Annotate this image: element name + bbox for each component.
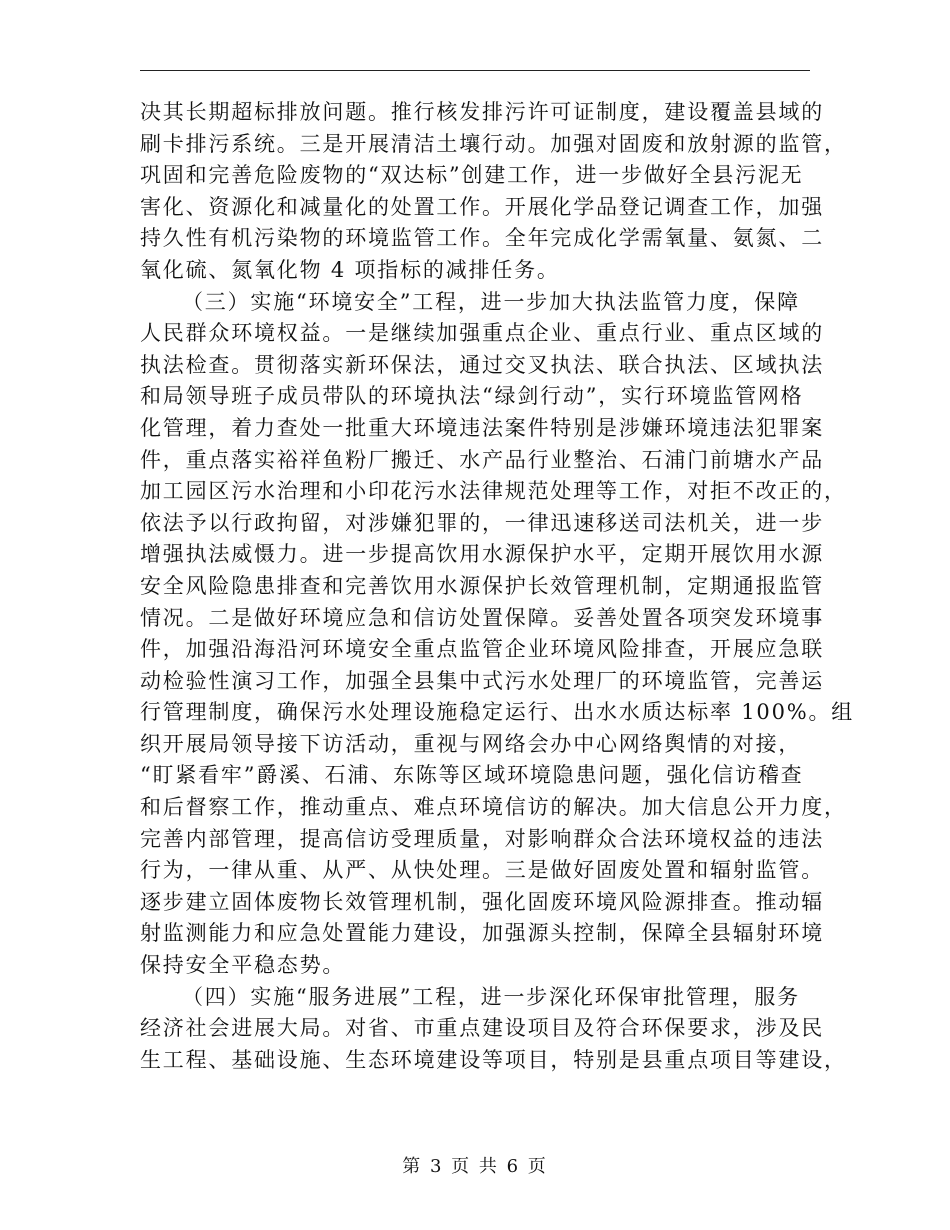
text-line: 经济社会进展大局。对省、市重点建设项目及符合环保要求，涉及民 bbox=[140, 1016, 824, 1041]
paragraph-first-line: （四）实施“服务进展”工程，进一步深化环保审批管理，服务 bbox=[182, 984, 800, 1009]
text-line: 和局领导班子成员带队的环境执法“绿剑行动”，实行环境监管网格 bbox=[140, 384, 804, 409]
text-line: 织开展局领导接下访活动，重视与网络会办中心网络舆情的对接， bbox=[140, 731, 802, 756]
text-line: 情况。二是做好环境应急和信访处置保障。妥善处置各项突发环境事 bbox=[140, 605, 824, 630]
text-line: 依法予以行政拘留，对涉嫌犯罪的，一律迅速移送司法机关，进一步 bbox=[140, 510, 824, 535]
text-line: 生工程、基础设施、生态环境建设等项目，特别是县重点项目等建设， bbox=[140, 1047, 847, 1072]
text-line: 持久性有机污染物的环境监管工作。全年完成化学需氧量、氨氮、二 bbox=[140, 226, 824, 251]
text-line: 行为，一律从重、从严、从快处理。三是做好固废处置和辐射监管。 bbox=[140, 858, 824, 883]
page-number: 第 3 页 共 6 页 bbox=[402, 1156, 548, 1177]
text-line: 执法检查。贯彻落实新环保法，通过交叉执法、联合执法、区域执法 bbox=[140, 352, 824, 377]
paragraph-first-line: （三）实施“环境安全”工程，进一步加大执法监管力度，保障 bbox=[182, 289, 800, 314]
text-line: 决其长期超标排放问题。推行核发排污许可证制度，建设覆盖县域的 bbox=[140, 100, 824, 124]
text-line: 动检验性演习工作，加强全县集中式污水处理厂的环境监管，完善运 bbox=[140, 668, 824, 693]
text-line: 巩固和完善危险废物的“双达标”创建工作，进一步做好全县污泥无 bbox=[140, 163, 804, 188]
text-line: 增强执法威慑力。进一步提高饮用水源保护水平，定期开展饮用水源 bbox=[140, 542, 824, 567]
text-line: 刷卡排污系统。三是开展清洁土壤行动。加强对固废和放射源的监管， bbox=[140, 131, 847, 156]
text-line: 安全风险隐患排查和完善饮用水源保护长效管理机制，定期通报监管 bbox=[140, 573, 824, 598]
text-line: “盯紧看牢”爵溪、石浦、东陈等区域环境隐患问题，强化信访稽查 bbox=[140, 763, 804, 788]
text-line: 行管理制度，确保污水处理设施稳定运行、出水水质达标率 100%。组 bbox=[140, 700, 855, 725]
text-line: 和后督察工作，推动重点、难点环境信访的解决。加大信息公开力度， bbox=[140, 795, 847, 820]
document-body bbox=[140, 97, 855, 1076]
text-line: 氧化硫、氮氧化物 4 项指标的减排任务。 bbox=[140, 257, 560, 282]
text-line: 人民群众环境权益。一是继续加强重点企业、重点行业、重点区域的 bbox=[140, 321, 824, 346]
text-line: 件，重点落实裕祥鱼粉厂搬迁、水产品行业整治、石浦门前塘水产品 bbox=[140, 447, 824, 472]
text-line: 保持安全平稳态势。 bbox=[140, 953, 346, 978]
text-line: 逐步建立固体废物长效管理机制，强化固废环境风险源排查。推动辐 bbox=[140, 889, 824, 914]
header-rule bbox=[140, 70, 810, 71]
text-line: 害化、资源化和减量化的处置工作。开展化学品登记调查工作，加强 bbox=[140, 194, 824, 219]
text-line: 加工园区污水治理和小印花污水法律规范处理等工作，对拒不改正的， bbox=[140, 479, 847, 504]
text-line: 射监测能力和应急处置能力建设，加强源头控制，保障全县辐射环境 bbox=[140, 921, 824, 946]
text-line: 完善内部管理，提高信访受理质量，对影响群众合法环境权益的违法 bbox=[140, 826, 824, 851]
text-line: 件，加强沿海沿河环境安全重点监管企业环境风险排查，开展应急联 bbox=[140, 637, 824, 662]
text-line: 化管理，着力查处一批重大环境违法案件特别是涉嫌环境违法犯罪案 bbox=[140, 415, 824, 440]
